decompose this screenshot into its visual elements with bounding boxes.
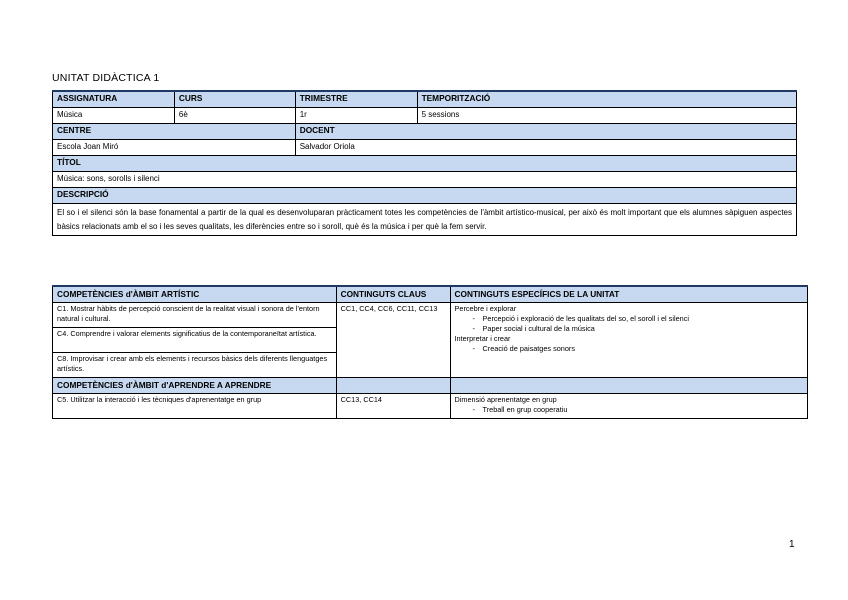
competency-row-c1 [53, 303, 808, 328]
centre-values-row [53, 140, 797, 156]
centre-header-row [53, 124, 797, 140]
ambit-artistic-header: COMPETÈNCIES d'ÀMBIT ARTÍSTIC [53, 286, 337, 303]
descripcio-text: El so i el silenci són la base fonamental a partir de la qual es desenvoluparan pràcticament totes les competències de l'àmbit artístico-musical, per això és molt important que els alumnes sàpiguen aspectes bàsics relacionats amb el so i les seves qualitats, les diferències entre so i soroll, què és la música i per què la fem servir. [53, 204, 797, 236]
group-interpretar: Interpretar i crear [454, 334, 511, 343]
titol-label: TÍTOL [53, 156, 797, 172]
competency-c8: C8. Improvisar i crear amb els elements i recursos bàsics dels diferents llenguatges artístics. [53, 353, 337, 378]
titol-value: Música: sons, sorolls i silenci [53, 172, 797, 188]
unit-info-table [52, 90, 797, 236]
page-number: 1 [789, 539, 795, 550]
continguts-claus-header: CONTINGUTS CLAUS [336, 286, 450, 303]
trimestre-value: 1r [295, 108, 417, 124]
assignatura-value: Música [53, 108, 175, 124]
trimestre-label: TRIMESTRE [295, 91, 417, 108]
document-title: UNITAT DIDÀCTICA 1 [52, 72, 160, 84]
continguts-especifics-header: CONTINGUTS ESPECÍFICS DE LA UNITAT [450, 286, 807, 303]
aprendre-header: COMPETÈNCIES d'ÀMBIT d'APRENDRE A APRENDRE [53, 378, 337, 394]
aprendre-especifics [450, 394, 807, 419]
assignatura-label: ASSIGNATURA [53, 91, 175, 108]
docent-label: DOCENT [295, 124, 796, 140]
temporitzacio-label: TEMPORITZACIÓ [417, 91, 796, 108]
curs-value: 6è [174, 108, 295, 124]
curs-label: CURS [174, 91, 295, 108]
title-header-row [53, 156, 797, 172]
item-paper-social: - Paper social i cultural de la música [455, 324, 803, 334]
item-percepcio: - Percepció i exploració de les qualitats del so, el soroll i el silenci [455, 314, 803, 324]
item-paisatges: - Creació de paisatges sonors [455, 344, 803, 354]
artistic-especifics [450, 303, 807, 378]
aprendre-header-empty-2 [336, 378, 450, 394]
description-value-row [53, 204, 797, 236]
competency-c5: C5. Utilitzar la interacció i les tècniques d'aprenentatge en grup [53, 394, 337, 419]
title-value-row [53, 172, 797, 188]
aprendre-header-empty-3 [450, 378, 807, 394]
artistic-header-row [53, 286, 808, 303]
group-aprenentatge: Dimensió aprenentatge en grup [454, 395, 557, 404]
competency-c4: C4. Comprendre i valorar elements significatius de la contemporaneïtat artística. [53, 328, 337, 353]
competency-c1: C1. Mostrar hàbits de percepció conscient de la realitat visual i sonora de l'entorn natural i cultural. [53, 303, 337, 328]
group-percebre: Percebre i explorar [454, 304, 517, 313]
artistic-claus: CC1, CC4, CC6, CC11, CC13 [336, 303, 450, 378]
centre-label: CENTRE [53, 124, 296, 140]
item-treball-grup: - Treball en grup cooperatiu [455, 405, 803, 415]
competencies-table [52, 285, 808, 419]
description-header-row [53, 188, 797, 204]
descripcio-label: DESCRIPCIÓ [53, 188, 797, 204]
competency-row-c5 [53, 394, 808, 419]
aprendre-claus: CC13, CC14 [336, 394, 450, 419]
docent-value: Salvador Oriola [295, 140, 796, 156]
aprendre-header-row [53, 378, 808, 394]
centre-value: Escola Joan Miró [53, 140, 296, 156]
subject-values-row [53, 108, 797, 124]
temporitzacio-value: 5 sessions [417, 108, 796, 124]
subject-header-row [53, 91, 797, 108]
